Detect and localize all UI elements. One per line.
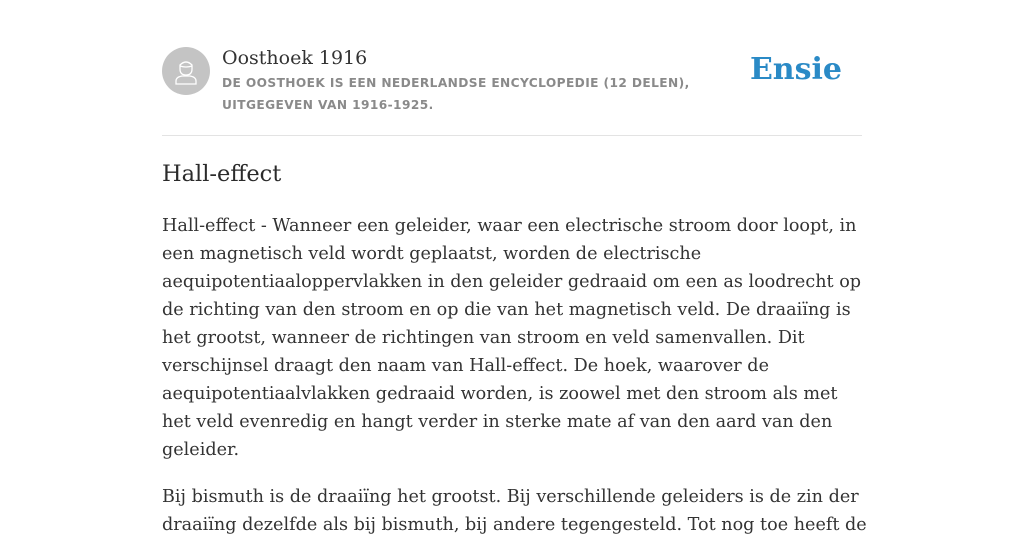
source-description: DE OOSTHOEK IS EEN NEDERLANDSE ENCYCLOPEDIE (12 DELEN), UITGEGEVEN VAN 1916-1925. [222, 76, 690, 112]
source-header [162, 0, 862, 136]
article-title: Hall-effect [162, 161, 282, 187]
user-silhouette-icon [172, 56, 200, 86]
brand-logo[interactable]: Ensie [749, 52, 842, 87]
article-body [162, 212, 867, 558]
article-paragraph: Bij bismuth is de draaiïng het grootst. Bij verschillende geleiders is de zin der draaiïng dezelfde als bij bismuth, bij andere tegengesteld. Tot nog toe heeft de [162, 487, 867, 535]
page-container [162, 0, 867, 535]
source-name[interactable]: Oosthoek 1916 [222, 47, 368, 69]
avatar[interactable] [162, 47, 210, 95]
article-paragraph: Hall-effect - Wanneer een geleider, waar een electrische stroom door loopt, in een magnetisch veld wordt geplaatst, worden de electrische aequipotentiaaloppervlakken in den geleider gedraaid om een as loodrecht op de richting van den stroom en op die van het magnetisch veld. De draaiïng is het grootst, wanneer de richtingen van stroom en veld samenvallen. Dit verschijnsel draagt den naam van Hall-effect. De hoek, waarover de aequipotentiaalvlakken gedraaid worden, is zoowel met den stroom als met het veld evenredig en hangt verder in sterke mate af van den aard van den geleider. [162, 216, 862, 460]
